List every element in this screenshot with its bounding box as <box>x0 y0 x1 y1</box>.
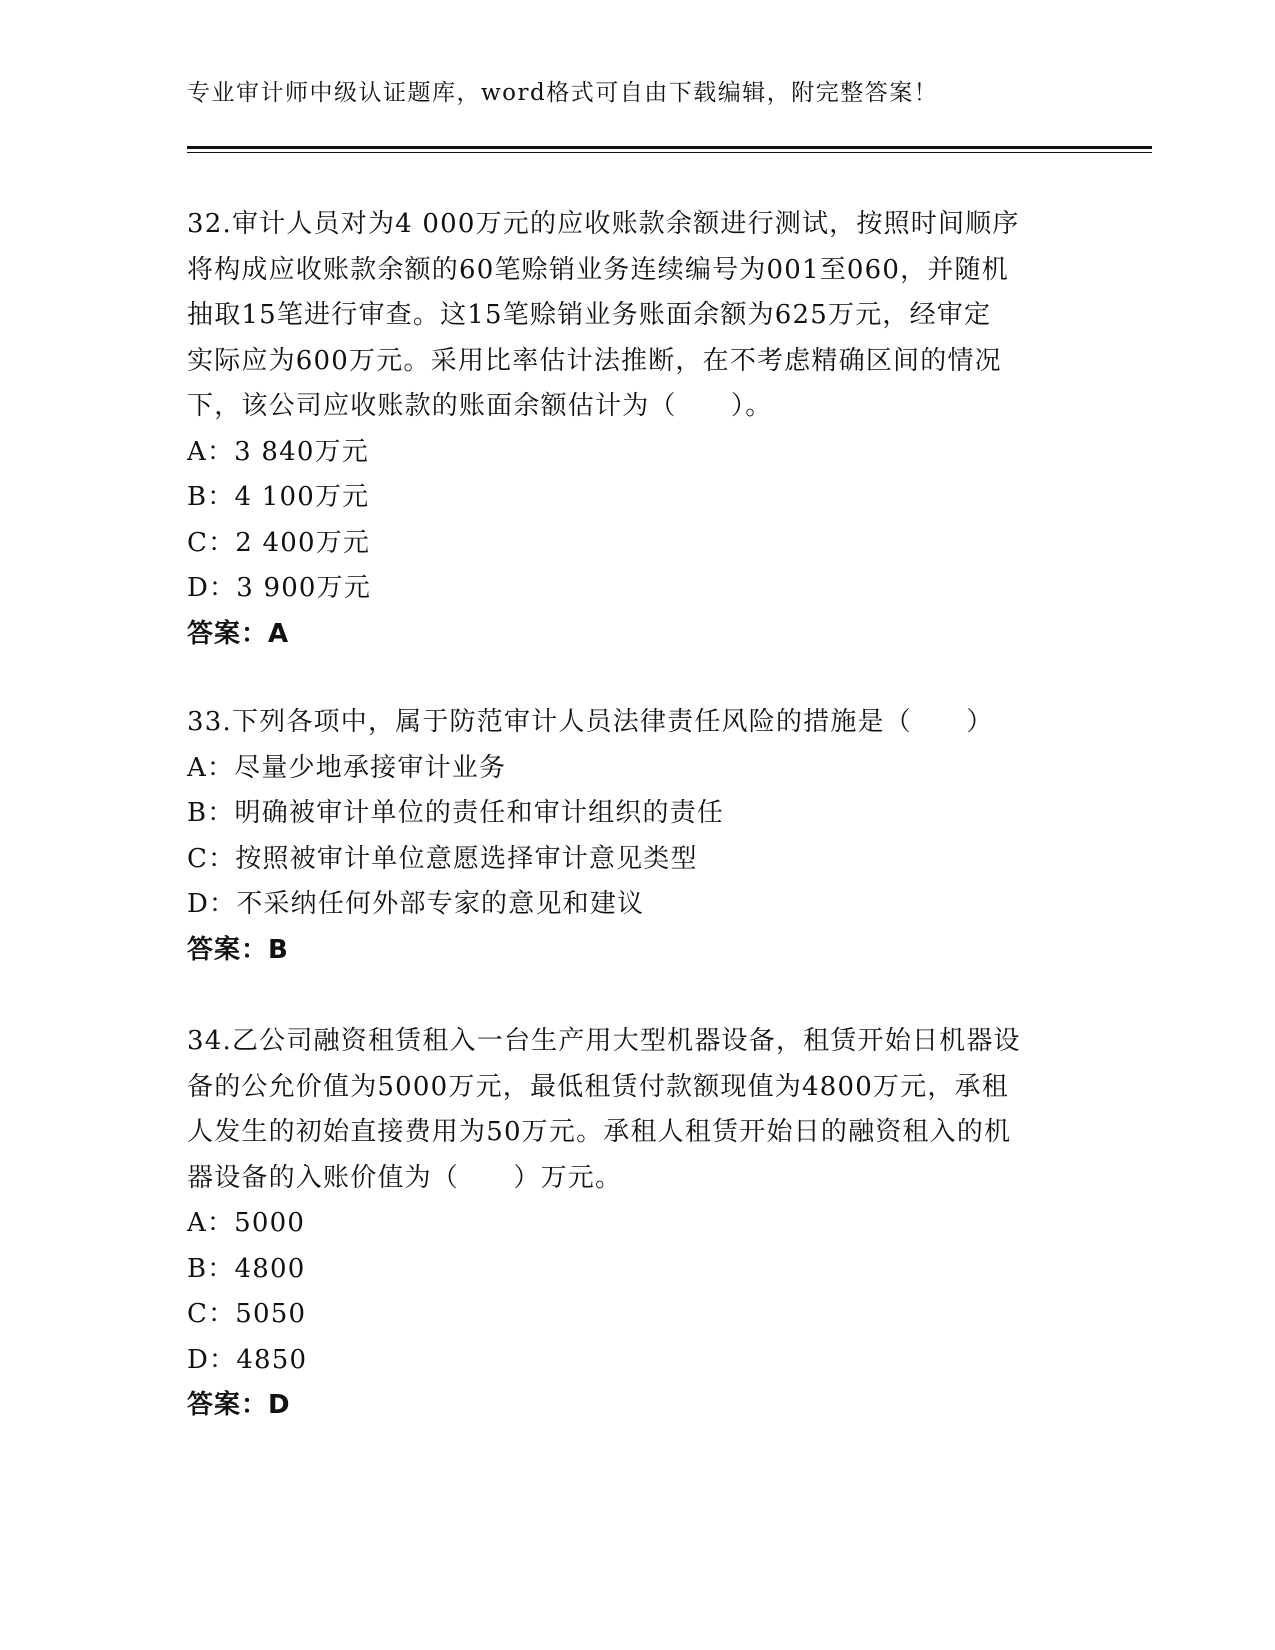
question-stem-line: 32.审计人员对为4 000万元的应收账款余额进行测试，按照时间顺序 <box>187 209 1020 239</box>
answer-line: 答案：B <box>187 934 289 965</box>
option-a: A：尽量少地承接审计业务 <box>187 752 507 783</box>
question-stem-line: 人发生的初始直接费用为50万元。承租人租赁开始日的融资租入的机 <box>187 1117 1012 1147</box>
option-d: D：不采纳任何外部专家的意见和建议 <box>187 889 645 919</box>
question-stem-line: 将构成应收账款余额的60笔赊销业务连续编号为001至060，并随机 <box>187 254 1009 285</box>
option-c: C：按照被审计单位意愿选择审计意见类型 <box>187 843 698 874</box>
option-b: B：4 100万元 <box>187 482 370 512</box>
option-b: B：4800 <box>187 1253 306 1284</box>
question-stem-line: 抽取15笔进行审查。这15笔赊销业务账面余额为625万元，经审定 <box>187 300 992 330</box>
question-stem-line: 备的公允价值为5000万元，最低租赁付款额现值为4800万元，承租 <box>187 1071 1009 1102</box>
question-stem-line: 34.乙公司融资租赁租入一台生产用大型机器设备，租赁开始日机器设 <box>187 1026 1021 1056</box>
question-stem-line: 实际应为600万元。采用比率估计法推断，在不考虑精确区间的情况 <box>187 345 1002 376</box>
question-stem <box>187 202 1087 430</box>
option-d: D：3 900万元 <box>187 573 372 603</box>
question-stem-line: 33.下列各项中，属于防范审计人员法律责任风险的措施是（ ） <box>187 707 994 737</box>
header-rule-thin <box>187 152 1152 153</box>
question-stem <box>187 700 1087 746</box>
question-34 <box>187 1019 1087 1429</box>
option-c: C：5050 <box>187 1299 307 1329</box>
option-a: A：3 840万元 <box>187 436 370 467</box>
question-32 <box>187 202 1087 657</box>
option-a: A：5000 <box>187 1208 306 1238</box>
answer-line: 答案：A <box>187 618 290 649</box>
question-stem <box>187 1019 1087 1201</box>
option-c: C：2 400万元 <box>187 527 371 558</box>
option-d: D：4850 <box>187 1344 308 1375</box>
option-b: B：明确被审计单位的责任和审计组织的责任 <box>187 798 725 828</box>
question-33 <box>187 700 1087 973</box>
answer-line: 答案：D <box>187 1390 291 1420</box>
question-stem-line: 下，该公司应收账款的账面余额估计为（ ）。 <box>187 391 773 421</box>
header-rule-thick <box>187 146 1152 149</box>
page-header-text: 专业审计师中级认证题库，word格式可自由下载编辑，附完整答案！ <box>187 80 939 106</box>
question-stem-line: 器设备的入账价值为（ ）万元。 <box>187 1162 623 1193</box>
